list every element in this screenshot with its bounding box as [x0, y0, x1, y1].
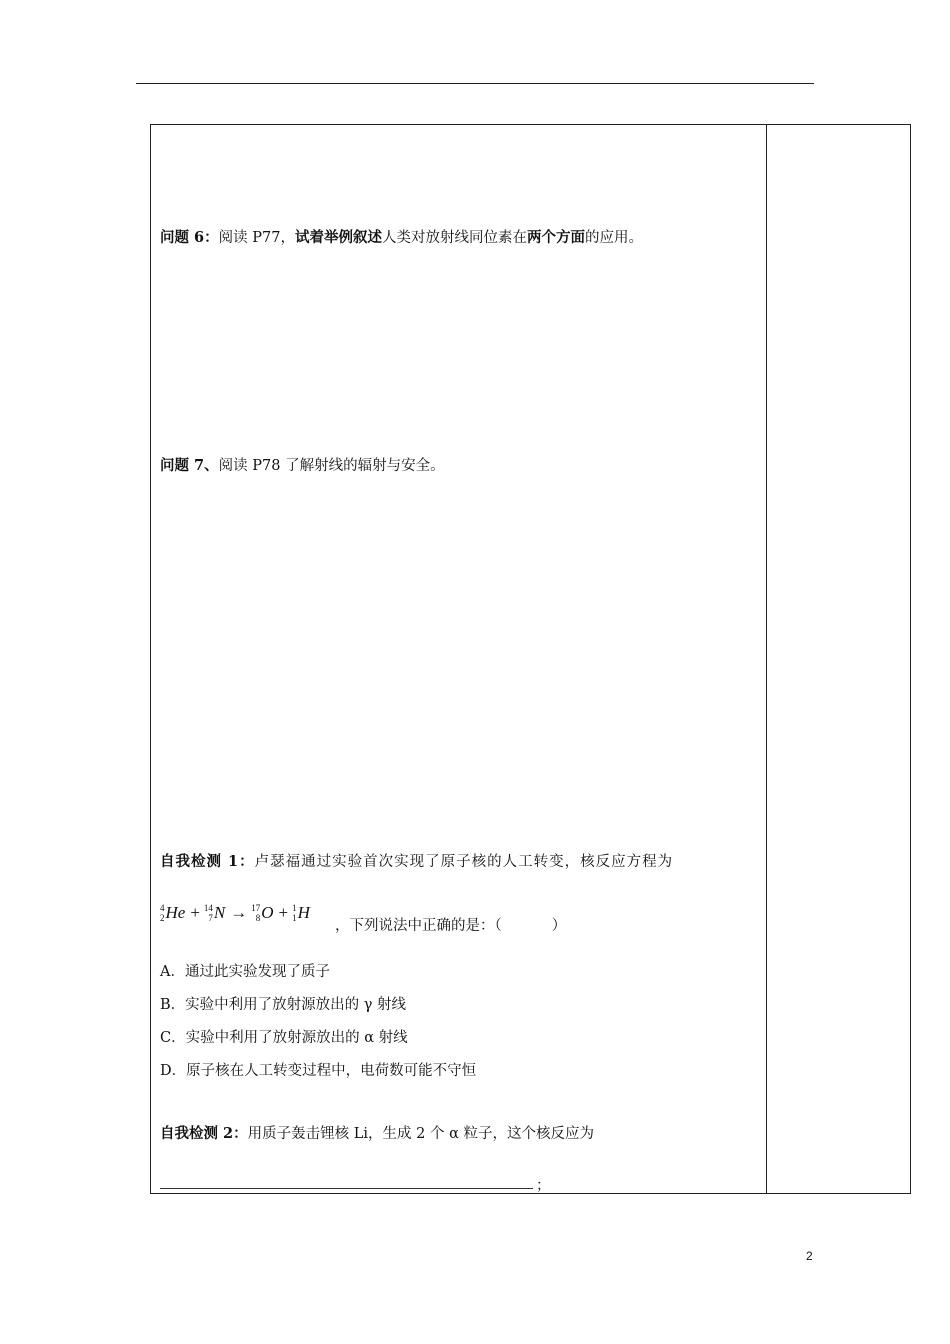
- question-6-bold-2: 两个方面: [526, 229, 585, 246]
- question-6-label: 问题 6：: [160, 229, 219, 246]
- page-number: 2: [806, 1249, 813, 1263]
- self-check-2-label: 自我检测 2：: [160, 1125, 248, 1142]
- question-7-label: 问题 7、: [160, 457, 219, 474]
- nuclide-oxygen: 17 8 O: [251, 903, 274, 924]
- question-6: [160, 228, 643, 248]
- question-6-text-3: 的应用。: [584, 230, 643, 246]
- option-b[interactable]: B．实验中利用了放射源放出的 γ 射线: [160, 997, 407, 1013]
- header-rule: [136, 83, 814, 84]
- self-check-2: [160, 1124, 594, 1144]
- answer-line[interactable]: [160, 1188, 533, 1189]
- option-c[interactable]: C．实验中利用了放射源放出的 α 射线: [160, 1030, 408, 1046]
- self-check-2-text: 用质子轰击锂核 Li，生成 2 个 α 粒子，这个核反应为: [247, 1126, 594, 1142]
- reaction-arrow: →: [230, 903, 248, 923]
- question-7-text: 阅读 P78 了解射线的辐射与安全。: [218, 458, 445, 474]
- nuclide-helium: 4 2 He: [160, 903, 186, 924]
- plus-sign: +: [190, 903, 200, 923]
- question-prompt: ，下列说法中正确的是：（ ）: [335, 918, 567, 934]
- answer-line-end: ；: [536, 1178, 551, 1194]
- option-d[interactable]: D．原子核在人工转变过程中，电荷数可能不守恒: [160, 1063, 477, 1079]
- self-check-1-label: 自我检测 1：: [160, 853, 255, 870]
- question-6-text-2: 人类对放射线同位素在: [381, 230, 527, 246]
- nuclide-nitrogen: 14 7 N: [203, 903, 226, 924]
- table-column-divider: [766, 124, 767, 1194]
- option-a[interactable]: A．通过此实验发现了质子: [160, 964, 330, 980]
- self-check-1: [160, 852, 673, 872]
- nuclear-equation: [160, 902, 311, 932]
- question-7: [160, 456, 445, 476]
- question-6-bold-1: 试着举例叙述: [294, 229, 382, 246]
- question-6-text-1: 阅读 P77，: [218, 230, 295, 246]
- self-check-1-text: 卢瑟福通过实验首次实现了原子核的人工转变，核反应方程为: [254, 854, 674, 870]
- nuclide-hydrogen: 1 1 H: [292, 903, 310, 924]
- plus-sign: +: [278, 903, 289, 923]
